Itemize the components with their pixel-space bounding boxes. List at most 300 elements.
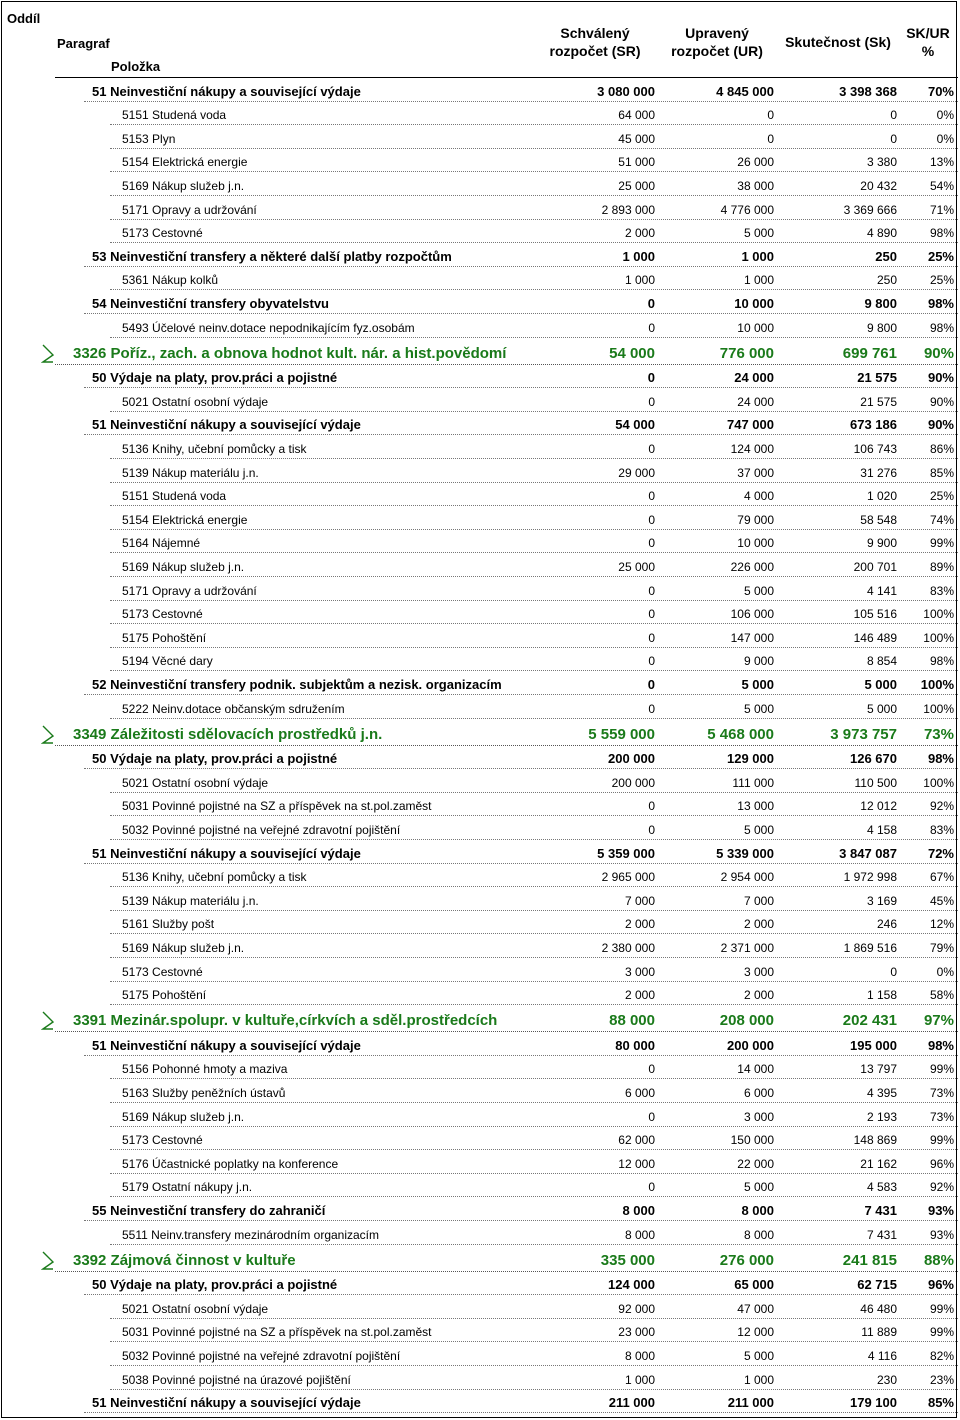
- section-marker-icon: [41, 724, 55, 744]
- approved-budget-cell: 0: [648, 1180, 655, 1195]
- row-label: 54 Neinvestiční transfery obyvatelstvu: [92, 295, 329, 311]
- percent-cell: 12%: [929, 917, 954, 932]
- percent-cell: 83%: [929, 822, 954, 837]
- item-row: [0, 1319, 960, 1343]
- group-row: [0, 412, 960, 436]
- row-label: 5021 Ostatní osobní výdaje: [122, 775, 269, 790]
- item-row: [0, 530, 960, 554]
- percent-cell: 72%: [927, 845, 954, 861]
- actual-cell: 250: [876, 273, 897, 288]
- actual-cell: 1 020: [866, 489, 897, 504]
- actual-cell: 3 380: [866, 155, 897, 170]
- row-label: 50 Výdaje na platy, prov.práci a pojistné: [92, 1277, 338, 1293]
- row-label: 51 Neinvestiční nákupy a související výdaje: [92, 83, 361, 99]
- item-row: [0, 864, 960, 888]
- item-row: [0, 769, 960, 793]
- approved-budget-cell: 92 000: [618, 1301, 655, 1316]
- adjusted-budget-cell: 22 000: [737, 1156, 774, 1171]
- percent-cell: 98%: [927, 295, 954, 311]
- actual-cell: 2 193: [866, 1109, 897, 1124]
- approved-budget-cell: 200 000: [608, 751, 655, 767]
- percent-cell: 98%: [929, 654, 954, 669]
- actual-cell: 9 900: [866, 536, 897, 551]
- row-label: 5038 Povinné pojistné na úrazové pojištění: [122, 1372, 351, 1387]
- percent-cell: 25%: [929, 489, 954, 504]
- percent-cell: 58%: [929, 988, 954, 1003]
- percent-cell: 90%: [923, 344, 954, 362]
- actual-cell: 9 800: [866, 320, 897, 335]
- row-label: 3391 Mezinár.spolupr. v kultuře,církvích a sděl.prostředcích: [73, 1012, 498, 1030]
- item-row: [0, 196, 960, 220]
- group-row: [0, 1272, 960, 1296]
- adjusted-budget-cell: 1 000: [743, 1372, 774, 1387]
- percent-cell: 70%: [927, 83, 954, 99]
- adjusted-budget-cell: 5 000: [743, 822, 774, 837]
- row-label: 5161 Služby pošt: [122, 917, 215, 932]
- approved-budget-cell: 51 000: [618, 155, 655, 170]
- percent-cell: 73%: [929, 1085, 954, 1100]
- row-label: 5151 Studená voda: [122, 489, 227, 504]
- percent-cell: 0%: [936, 131, 954, 146]
- row-label: 5136 Knihy, učební pomůcky a tisk: [122, 870, 307, 885]
- adjusted-budget-cell: 10 000: [734, 295, 774, 311]
- row-label: 5171 Opravy a udržování: [122, 583, 257, 598]
- adjusted-budget-cell: 106 000: [730, 607, 774, 622]
- percent-cell: 71%: [929, 202, 954, 217]
- section-marker-icon: [41, 343, 55, 363]
- adjusted-budget-cell: 747 000: [727, 417, 774, 433]
- adjusted-budget-cell: 276 000: [719, 1251, 774, 1269]
- header-oddil: Oddíl: [7, 11, 41, 26]
- actual-cell: 21 575: [860, 394, 897, 409]
- row-label: 3349 Záležitosti sdělovacích prostředků j.n.: [73, 725, 383, 743]
- adjusted-budget-cell: 1 000: [743, 273, 774, 288]
- actual-cell: 12 012: [860, 799, 897, 814]
- percent-cell: 86%: [929, 441, 954, 456]
- item-row: [0, 648, 960, 672]
- item-row: [0, 695, 960, 719]
- percent-cell: 25%: [927, 248, 954, 264]
- row-label: 5139 Nákup materiálu j.n.: [122, 465, 259, 480]
- approved-budget-cell: 23 000: [618, 1325, 655, 1340]
- actual-cell: 250: [875, 248, 897, 264]
- adjusted-budget-cell: 4 776 000: [720, 202, 774, 217]
- item-row: [0, 1295, 960, 1319]
- approved-budget-cell: 54 000: [609, 344, 655, 362]
- paragraf-row: [0, 1245, 960, 1272]
- adjusted-budget-cell: 208 000: [719, 1012, 774, 1030]
- item-row: [0, 388, 960, 412]
- approved-budget-cell: 0: [648, 630, 655, 645]
- row-label: 5361 Nákup kolků: [122, 273, 219, 288]
- item-row: [0, 624, 960, 648]
- approved-budget-cell: 0: [648, 1062, 655, 1077]
- item-row: [0, 577, 960, 601]
- percent-cell: 73%: [923, 725, 954, 743]
- adjusted-budget-cell: 5 000: [743, 1348, 774, 1363]
- approved-budget-cell: 6 000: [624, 1085, 655, 1100]
- header-paragraf: Paragraf: [57, 36, 110, 51]
- row-label: 5032 Povinné pojistné na veřejné zdravotní pojištění: [122, 822, 401, 837]
- row-label: 5194 Věcné dary: [122, 654, 213, 669]
- percent-cell: 13%: [929, 155, 954, 170]
- percent-cell: 100%: [923, 607, 954, 622]
- row-label: 3392 Zájmová činnost v kultuře: [73, 1251, 296, 1269]
- actual-cell: 62 715: [857, 1277, 897, 1293]
- adjusted-budget-cell: 2 000: [743, 917, 774, 932]
- actual-cell: 9 800: [864, 295, 897, 311]
- row-label: 5171 Opravy a udržování: [122, 202, 257, 217]
- adjusted-budget-cell: 38 000: [737, 178, 774, 193]
- percent-cell: 74%: [929, 512, 954, 527]
- header-polozka: Položka: [111, 59, 161, 74]
- row-label: 5164 Nájemné: [122, 536, 201, 551]
- actual-cell: 58 548: [860, 512, 897, 527]
- actual-cell: 179 100: [850, 1395, 897, 1411]
- percent-cell: 99%: [929, 1133, 954, 1148]
- percent-cell: 88%: [923, 1251, 954, 1269]
- row-label: 5173 Cestovné: [122, 226, 203, 241]
- approved-budget-cell: 0: [648, 1109, 655, 1124]
- approved-budget-cell: 5 359 000: [597, 845, 655, 861]
- row-label: 5139 Nákup materiálu j.n.: [122, 893, 259, 908]
- adjusted-budget-cell: 5 468 000: [707, 725, 774, 743]
- adjusted-budget-cell: 3 000: [743, 1109, 774, 1124]
- percent-cell: 90%: [927, 417, 954, 433]
- percent-cell: 45%: [929, 893, 954, 908]
- item-row: [0, 1221, 960, 1245]
- row-label: 51 Neinvestiční nákupy a související výdaje: [92, 1395, 361, 1411]
- approved-budget-cell: 2 965 000: [601, 870, 655, 885]
- item-row: [0, 553, 960, 577]
- actual-cell: 13 797: [860, 1062, 897, 1077]
- actual-cell: 699 761: [842, 344, 897, 362]
- adjusted-budget-cell: 5 000: [743, 583, 774, 598]
- percent-cell: 0%: [936, 108, 954, 123]
- actual-cell: 11 889: [861, 1325, 897, 1340]
- adjusted-budget-cell: 4 000: [743, 489, 774, 504]
- group-row: [0, 746, 960, 770]
- percent-cell: 98%: [927, 1037, 954, 1053]
- row-label: 5151 Studená voda: [122, 108, 227, 123]
- adjusted-budget-cell: 5 000: [743, 1180, 774, 1195]
- item-row: [0, 125, 960, 149]
- actual-cell: 4 116: [867, 1348, 897, 1363]
- adjusted-budget-cell: 24 000: [734, 370, 774, 386]
- approved-budget-cell: 8 000: [624, 1227, 655, 1242]
- paragraf-row: [0, 719, 960, 746]
- actual-cell: 126 670: [850, 751, 897, 767]
- percent-cell: 93%: [927, 1202, 954, 1218]
- percent-cell: 73%: [929, 1109, 954, 1124]
- actual-cell: 4 141: [866, 583, 897, 598]
- adjusted-budget-cell: 12 000: [737, 1325, 774, 1340]
- approved-budget-cell: 2 000: [624, 988, 655, 1003]
- row-label: 51 Neinvestiční nákupy a související výdaje: [92, 417, 361, 433]
- actual-cell: 3 973 757: [830, 725, 897, 743]
- adjusted-budget-cell: 5 000: [743, 226, 774, 241]
- item-row: [0, 816, 960, 840]
- percent-cell: 96%: [929, 1156, 954, 1171]
- approved-budget-cell: 7 000: [624, 893, 655, 908]
- row-label: 5511 Neinv.transfery mezinárodním organizacím: [122, 1227, 380, 1242]
- adjusted-budget-cell: 150 000: [730, 1133, 774, 1148]
- actual-cell: 4 395: [866, 1085, 897, 1100]
- percent-cell: 93%: [929, 1227, 954, 1242]
- item-row: [0, 934, 960, 958]
- adjusted-budget-cell: 3 000: [743, 964, 774, 979]
- actual-cell: 5 000: [864, 676, 897, 692]
- header-percent: SK/UR %: [906, 25, 950, 59]
- approved-budget-cell: 0: [648, 394, 655, 409]
- percent-cell: 90%: [927, 370, 954, 386]
- paragraf-row: [0, 1005, 960, 1032]
- row-label: 5176 Účastnické poplatky na konference: [122, 1156, 339, 1171]
- approved-budget-cell: 0: [648, 701, 655, 716]
- approved-budget-cell: 200 000: [611, 775, 655, 790]
- approved-budget-cell: 1 000: [624, 273, 655, 288]
- group-row: [0, 243, 960, 267]
- actual-cell: 7 431: [864, 1202, 897, 1218]
- adjusted-budget-cell: 9 000: [743, 654, 774, 669]
- item-row: [0, 506, 960, 530]
- adjusted-budget-cell: 14 000: [737, 1062, 774, 1077]
- percent-cell: 96%: [927, 1277, 954, 1293]
- table-header: [0, 0, 960, 78]
- approved-budget-cell: 0: [648, 654, 655, 669]
- actual-cell: 1 972 998: [843, 870, 897, 885]
- approved-budget-cell: 64 000: [618, 108, 655, 123]
- adjusted-budget-cell: 6 000: [743, 1085, 774, 1100]
- percent-cell: 25%: [929, 273, 954, 288]
- row-label: 5222 Neinv.dotace občanským sdružením: [122, 701, 345, 716]
- adjusted-budget-cell: 129 000: [727, 751, 774, 767]
- percent-cell: 92%: [929, 799, 954, 814]
- approved-budget-cell: 0: [648, 583, 655, 598]
- percent-cell: 99%: [929, 536, 954, 551]
- approved-budget-cell: 8 000: [624, 1348, 655, 1363]
- approved-budget-cell: 211 000: [608, 1395, 655, 1411]
- percent-cell: 98%: [927, 751, 954, 767]
- adjusted-budget-cell: 211 000: [727, 1395, 774, 1411]
- item-row: [0, 793, 960, 817]
- approved-budget-cell: 2 893 000: [601, 202, 655, 217]
- percent-cell: 100%: [923, 630, 954, 645]
- adjusted-budget-cell: 47 000: [737, 1301, 774, 1316]
- row-label: 5173 Cestovné: [122, 964, 203, 979]
- actual-cell: 200 701: [853, 559, 897, 574]
- row-label: 5169 Nákup služeb j.n.: [122, 178, 245, 193]
- item-row: [0, 1079, 960, 1103]
- actual-cell: 673 186: [850, 417, 897, 433]
- approved-budget-cell: 0: [647, 676, 655, 692]
- item-row: [0, 149, 960, 173]
- actual-cell: 1 158: [866, 988, 897, 1003]
- row-label: 5179 Ostatní nákupy j.n.: [122, 1180, 253, 1195]
- approved-budget-cell: 0: [648, 822, 655, 837]
- section-marker-icon: [41, 1010, 55, 1030]
- item-row: [0, 1103, 960, 1127]
- percent-cell: 100%: [920, 676, 954, 692]
- actual-cell: 230: [876, 1372, 897, 1387]
- approved-budget-cell: 3 000: [624, 964, 655, 979]
- approved-budget-cell: 0: [647, 370, 655, 386]
- item-row: [0, 601, 960, 625]
- row-label: 50 Výdaje na platy, prov.práci a pojistné: [92, 751, 338, 767]
- adjusted-budget-cell: 5 339 000: [716, 845, 774, 861]
- approved-budget-cell: 0: [648, 799, 655, 814]
- item-row: [0, 172, 960, 196]
- percent-cell: 98%: [929, 226, 954, 241]
- row-label: 5169 Nákup služeb j.n.: [122, 1109, 245, 1124]
- approved-budget-cell: 45 000: [618, 131, 655, 146]
- percent-cell: 85%: [927, 1395, 954, 1411]
- percent-cell: 23%: [929, 1372, 954, 1387]
- row-label: 5169 Nákup služeb j.n.: [122, 940, 245, 955]
- actual-cell: 1 869 516: [843, 940, 897, 955]
- actual-cell: 4 890: [866, 226, 897, 241]
- actual-cell: 5 000: [866, 701, 897, 716]
- row-label: 53 Neinvestiční transfery a některé další platby rozpočtům: [92, 248, 452, 264]
- percent-cell: 0%: [936, 964, 954, 979]
- paragraf-row: [0, 338, 960, 365]
- adjusted-budget-cell: 37 000: [737, 465, 774, 480]
- actual-cell: 21 162: [860, 1156, 897, 1171]
- approved-budget-cell: 29 000: [618, 465, 655, 480]
- actual-cell: 0: [890, 108, 897, 123]
- adjusted-budget-cell: 8 000: [741, 1202, 774, 1218]
- row-label: 5153 Plyn: [122, 131, 176, 146]
- approved-budget-cell: 2 000: [624, 917, 655, 932]
- row-label: 52 Neinvestiční transfery podnik. subjektům a nezisk. organizacím: [92, 676, 502, 692]
- item-row: [0, 483, 960, 507]
- actual-cell: 202 431: [842, 1012, 897, 1030]
- adjusted-budget-cell: 5 000: [743, 701, 774, 716]
- row-label: 55 Neinvestiční transfery do zahraničí: [92, 1202, 326, 1218]
- approved-budget-cell: 62 000: [618, 1133, 655, 1148]
- approved-budget-cell: 0: [648, 489, 655, 504]
- header-actual: Skutečnost (Sk): [785, 34, 891, 50]
- percent-cell: 67%: [929, 870, 954, 885]
- actual-cell: 21 575: [857, 370, 897, 386]
- percent-cell: 97%: [923, 1012, 954, 1030]
- adjusted-budget-cell: 0: [767, 108, 774, 123]
- group-row: [0, 1390, 960, 1414]
- approved-budget-cell: 0: [648, 441, 655, 456]
- row-label: 5173 Cestovné: [122, 1133, 203, 1148]
- row-label: 5154 Elektrická energie: [122, 512, 248, 527]
- approved-budget-cell: 88 000: [609, 1012, 655, 1030]
- adjusted-budget-cell: 124 000: [730, 441, 774, 456]
- percent-cell: 99%: [929, 1301, 954, 1316]
- group-row: [0, 1032, 960, 1056]
- approved-budget-cell: 335 000: [600, 1251, 655, 1269]
- actual-cell: 20 432: [860, 178, 897, 193]
- approved-budget-cell: 0: [648, 536, 655, 551]
- actual-cell: 3 847 087: [839, 845, 897, 861]
- item-row: [0, 982, 960, 1006]
- item-row: [0, 911, 960, 935]
- adjusted-budget-cell: 2 954 000: [720, 870, 774, 885]
- group-row: [0, 1197, 960, 1221]
- row-label: 5031 Povinné pojistné na SZ a příspěvek na st.pol.zaměst: [122, 1325, 432, 1340]
- actual-cell: 46 480: [860, 1301, 897, 1316]
- row-label: 5175 Pohoštění: [122, 988, 207, 1003]
- actual-cell: 195 000: [850, 1037, 897, 1053]
- row-label: 5021 Ostatní osobní výdaje: [122, 394, 269, 409]
- row-label: 5021 Ostatní osobní výdaje: [122, 1301, 269, 1316]
- item-row: [0, 220, 960, 244]
- row-label: 50 Výdaje na platy, prov.práci a pojistné: [92, 370, 338, 386]
- group-row: [0, 290, 960, 314]
- approved-budget-cell: 1 000: [624, 1372, 655, 1387]
- section-marker-icon: [41, 1250, 55, 1270]
- adjusted-budget-cell: 10 000: [737, 320, 774, 335]
- adjusted-budget-cell: 2 371 000: [720, 940, 774, 955]
- actual-cell: 3 398 368: [839, 83, 897, 99]
- row-label: 5175 Pohoštění: [122, 630, 207, 645]
- actual-cell: 3 369 666: [843, 202, 897, 217]
- adjusted-budget-cell: 4 845 000: [716, 83, 774, 99]
- row-label: 5493 Účelové neinv.dotace nepodnikajícím fyz.osobám: [122, 320, 415, 335]
- item-row: [0, 1366, 960, 1390]
- approved-budget-cell: 0: [648, 512, 655, 527]
- adjusted-budget-cell: 8 000: [743, 1227, 774, 1242]
- adjusted-budget-cell: 226 000: [730, 559, 774, 574]
- item-row: [0, 102, 960, 126]
- row-label: 51 Neinvestiční nákupy a související výdaje: [92, 845, 361, 861]
- group-row: [0, 840, 960, 864]
- adjusted-budget-cell: 1 000: [741, 248, 774, 264]
- row-label: 5032 Povinné pojistné na veřejné zdravotní pojištění: [122, 1348, 401, 1363]
- adjusted-budget-cell: 0: [767, 131, 774, 146]
- actual-cell: 0: [890, 964, 897, 979]
- percent-cell: 79%: [929, 940, 954, 955]
- percent-cell: 82%: [929, 1348, 954, 1363]
- adjusted-budget-cell: 200 000: [727, 1037, 774, 1053]
- item-row: [0, 459, 960, 483]
- group-row: [0, 78, 960, 102]
- percent-cell: 99%: [929, 1062, 954, 1077]
- row-label: 5136 Knihy, učební pomůcky a tisk: [122, 441, 307, 456]
- actual-cell: 106 743: [853, 441, 897, 456]
- approved-budget-cell: 5 559 000: [588, 725, 655, 743]
- actual-cell: 148 869: [853, 1133, 897, 1148]
- percent-cell: 90%: [929, 394, 954, 409]
- percent-cell: 100%: [923, 775, 954, 790]
- approved-budget-cell: 54 000: [615, 417, 655, 433]
- percent-cell: 92%: [929, 1180, 954, 1195]
- actual-cell: 241 815: [842, 1251, 897, 1269]
- adjusted-budget-cell: 776 000: [719, 344, 774, 362]
- percent-cell: 100%: [923, 701, 954, 716]
- adjusted-budget-cell: 24 000: [737, 394, 774, 409]
- actual-cell: 8 854: [866, 654, 897, 669]
- adjusted-budget-cell: 111 000: [732, 775, 774, 790]
- row-label: 5173 Cestovné: [122, 607, 203, 622]
- item-row: [0, 1150, 960, 1174]
- item-row: [0, 1174, 960, 1198]
- approved-budget-cell: 8 000: [622, 1202, 655, 1218]
- approved-budget-cell: 80 000: [615, 1037, 655, 1053]
- row-label: 51 Neinvestiční nákupy a související výdaje: [92, 1037, 361, 1053]
- approved-budget-cell: 0: [647, 295, 655, 311]
- adjusted-budget-cell: 13 000: [737, 799, 774, 814]
- item-row: [0, 887, 960, 911]
- actual-cell: 3 169: [866, 893, 897, 908]
- approved-budget-cell: 0: [648, 320, 655, 335]
- item-row: [0, 1056, 960, 1080]
